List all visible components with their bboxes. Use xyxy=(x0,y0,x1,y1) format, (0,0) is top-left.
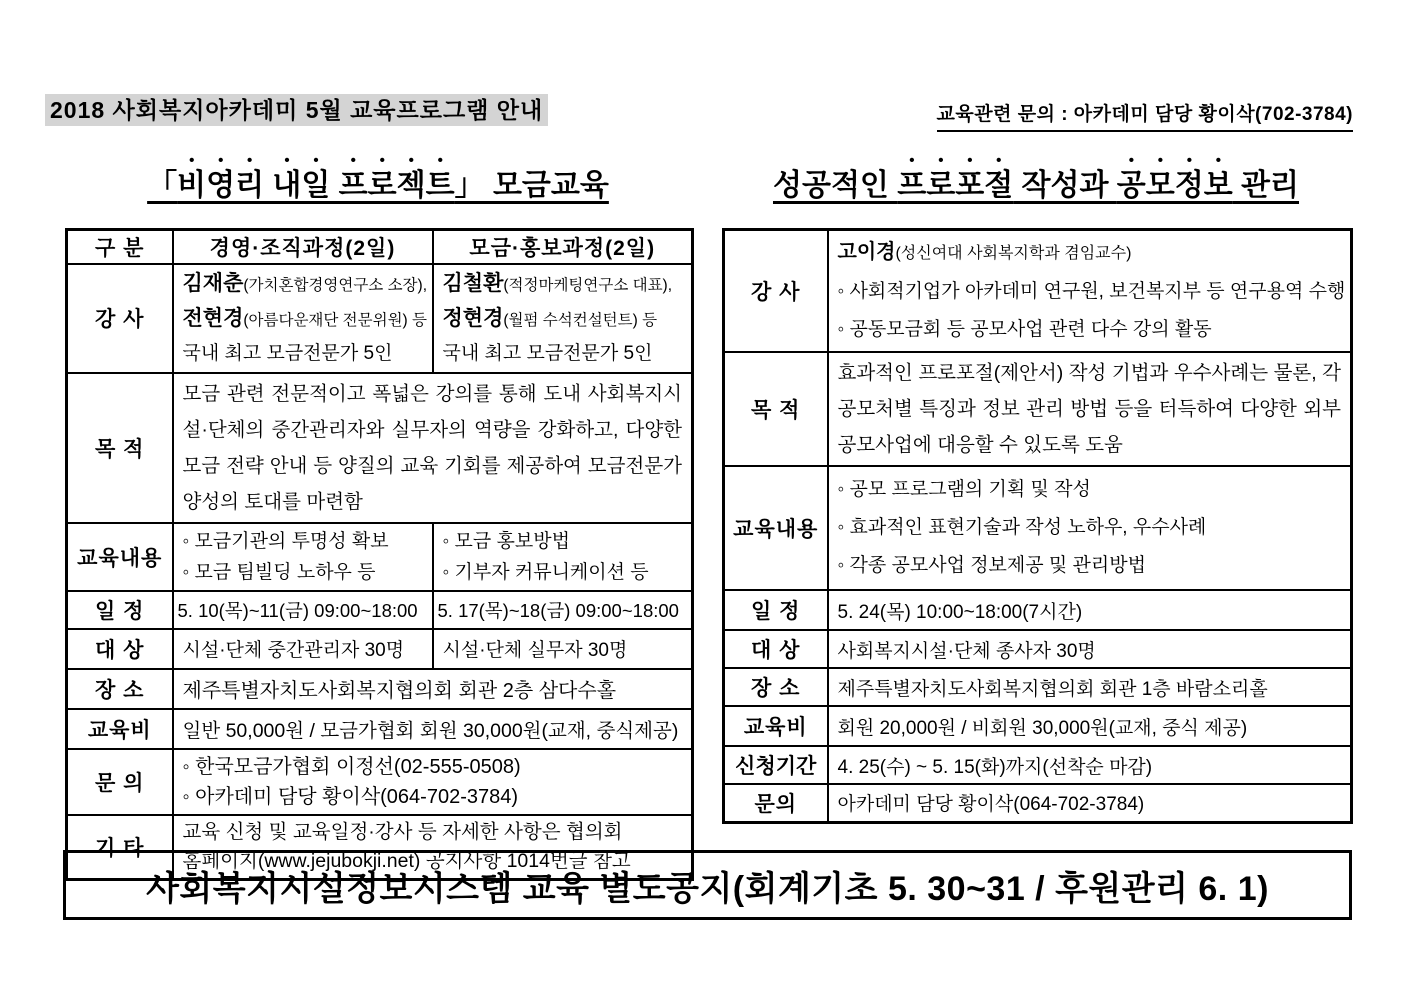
row-label-inquiry: 문 의 xyxy=(67,749,173,815)
instructor-line xyxy=(838,233,1342,273)
left-section-title xyxy=(65,152,691,212)
instructor-name: 고이경 xyxy=(837,241,896,263)
table-row xyxy=(67,264,693,373)
instructor-career-item: ◦ 사회적기업가 아카데미 연구원, 보건복지부 등 연구용역 수행 xyxy=(837,281,1346,302)
row-label-place: 장 소 xyxy=(67,669,173,709)
table-row xyxy=(67,629,693,669)
instructor-affiliation: (성신여대 사회복지학과 겸임교수) xyxy=(895,245,1132,262)
contents-cell xyxy=(828,466,1352,590)
inquiry-item: ◦ 아카데미 담당 황이삭(064-702-3784) xyxy=(182,785,519,808)
instructor-cell xyxy=(828,230,1352,353)
instructor-affiliation: (월펌 수석컨설턴트) 등 xyxy=(503,311,658,329)
row-label-schedule: 일 정 xyxy=(724,590,828,630)
document-header-contact: 교육관련 문의 : 아카데미 담당 황이삭(702-3784) xyxy=(937,99,1353,132)
row-label-target: 대 상 xyxy=(67,629,173,669)
schedule-course2: 5. 17(목)~18(금) 09:00~18:00 xyxy=(433,591,693,629)
instructor-career-item: ◦ 공동모금회 등 공모사업 관련 다수 강의 활동 xyxy=(837,319,1212,340)
etc-line: 홈페이지(www.jejubokji.net) 공지사항 1014번글 참고 xyxy=(182,849,631,872)
table-row xyxy=(67,591,693,629)
contents-item: ◦ 모금 팀빌딩 노하우 등 xyxy=(182,561,376,583)
table-row xyxy=(724,590,1352,630)
instructor-tail: 국내 최고 모금전문가 5인 xyxy=(182,342,393,364)
fee-cell: 회원 20,000원 / 비회원 30,000원(교재, 중식 제공) xyxy=(828,706,1352,746)
row-label-schedule: 일 정 xyxy=(67,591,173,629)
instructor-cell-course1 xyxy=(173,264,433,373)
instructor-line xyxy=(443,267,683,302)
table-row xyxy=(724,784,1352,822)
inquiry-cell: 아카데미 담당 황이삭(064-702-3784) xyxy=(828,784,1352,822)
document-title-highlighted: 2018 사회복지아카데미 5월 교육프로그램 안내 xyxy=(45,94,548,126)
instructor-affiliation: (적정마케팅연구소 대표), xyxy=(503,276,673,294)
table-row xyxy=(724,668,1352,706)
contents-item: ◦ 모금 홍보방법 xyxy=(442,530,570,552)
contents-item: ◦ 기부자 커뮤니케이션 등 xyxy=(442,561,649,583)
target-course2: 시설·단체 실무자 30명 xyxy=(433,629,693,669)
purpose-cell xyxy=(173,373,693,523)
place-cell: 제주특별자치도사회복지협의회 회관 1층 바람소리홀 xyxy=(828,668,1352,706)
row-label-gubun: 구 분 xyxy=(67,230,173,264)
inquiry-cell xyxy=(173,749,693,815)
instructor-cell-course2 xyxy=(433,264,693,373)
table-row xyxy=(724,352,1352,466)
contents-item: ◦ 효과적인 표현기술과 작성 노하우, 우수사례 xyxy=(837,517,1207,538)
table-row xyxy=(67,709,693,749)
row-label-contents: 교육내용 xyxy=(67,523,173,591)
left-program-table xyxy=(65,228,694,881)
table-row xyxy=(67,523,693,591)
table-row xyxy=(724,630,1352,668)
contents-item: ◦ 각종 공모사업 정보제공 및 관리방법 xyxy=(837,555,1146,576)
left-title-prefix: 「 xyxy=(147,169,178,202)
row-label-contents: 교육내용 xyxy=(724,466,828,590)
right-section-title-text xyxy=(773,169,1299,202)
instructor-affiliation: (아름다운재단 전문위원) 등 xyxy=(243,311,427,329)
course-column-header-2: 모금·홍보과정(2일) xyxy=(433,230,693,264)
instructor-name: 정현경 xyxy=(442,306,504,330)
right-section-title xyxy=(722,152,1350,212)
right-title-emphasized-2: 공모정보 xyxy=(1116,169,1233,202)
contents-cell-course1 xyxy=(173,523,433,591)
instructor-name: 김재춘 xyxy=(182,271,244,295)
contents-item: ◦ 모금기관의 투명성 확보 xyxy=(182,530,389,552)
table-row xyxy=(67,230,693,264)
table-row xyxy=(724,230,1352,353)
row-label-purpose: 목 적 xyxy=(724,352,828,466)
table-row xyxy=(724,746,1352,784)
bottom-notice-banner xyxy=(63,850,1352,920)
course-column-header-1: 경영·조직과정(2일) xyxy=(173,230,433,264)
right-title-emphasized-1: 프로포절 xyxy=(897,169,1014,202)
right-title-part3: 관리 xyxy=(1232,169,1300,202)
schedule-course1: 5. 10(목)~11(금) 09:00~18:00 xyxy=(173,591,433,629)
contents-cell-course2 xyxy=(433,523,693,591)
document-header-left xyxy=(45,92,548,125)
purpose-cell xyxy=(828,352,1352,466)
table-row xyxy=(67,373,693,523)
row-label-etc: 기 타 xyxy=(67,815,173,880)
instructor-line xyxy=(182,267,427,302)
table-row xyxy=(67,669,693,709)
row-label-purpose: 목 적 xyxy=(67,373,173,523)
row-label-instructor: 강 사 xyxy=(67,264,173,373)
row-label-fee: 교육비 xyxy=(67,709,173,749)
instructor-tail: 국내 최고 모금전문가 5인 xyxy=(442,342,653,364)
row-label-target: 대 상 xyxy=(724,630,828,668)
etc-line: 교육 신청 및 교육일정·강사 등 자세한 사항은 협의회 xyxy=(182,820,623,843)
instructor-line xyxy=(182,302,427,337)
right-title-part1: 성공적인 xyxy=(772,169,898,202)
right-program-table xyxy=(722,228,1353,824)
schedule-cell: 5. 24(목) 10:00~18:00(7시간) xyxy=(828,590,1352,630)
target-course1: 시설·단체 중간관리자 30명 xyxy=(173,629,433,669)
row-label-fee: 교육비 xyxy=(724,706,828,746)
instructor-name: 김철환 xyxy=(442,271,504,295)
purpose-text: 모금 관련 전문적이고 폭넓은 강의를 통해 도내 사회복지시설·단체의 중간관리자와 실무자의 역량을 강화하고, 다양한 모금 전략 안내 등 양질의 교육 기회를 제공하여 모금전문가 양성의 토대를 마련함 xyxy=(182,382,682,513)
period-cell: 4. 25(수) ~ 5. 15(화)까지(선착순 마감) xyxy=(828,746,1352,784)
target-cell: 사회복지시설·단체 종사자 30명 xyxy=(828,630,1352,668)
left-section-title-text xyxy=(147,169,609,202)
row-label-place: 장 소 xyxy=(724,668,828,706)
table-row xyxy=(67,749,693,815)
contents-item: ◦ 공모 프로그램의 기획 및 작성 xyxy=(837,479,1091,500)
instructor-affiliation: (가치혼합경영연구소 소장), xyxy=(243,276,427,294)
row-label-inquiry: 문의 xyxy=(724,784,828,822)
table-row xyxy=(724,706,1352,746)
place-cell: 제주특별자치도사회복지협의회 회관 2층 삼다수홀 xyxy=(173,669,693,709)
instructor-name: 전현경 xyxy=(182,306,244,330)
table-row xyxy=(724,466,1352,590)
left-title-suffix: 」 모금교육 xyxy=(454,169,609,202)
instructor-line xyxy=(443,302,683,337)
purpose-text: 효과적인 프로포절(제안서) 작성 기법과 우수사례는 물론, 각 공모처별 특징과 정보 관리 방법 등을 터득하여 다양한 외부 공모사업에 대응할 수 있도록 도움 xyxy=(837,362,1341,456)
fee-cell: 일반 50,000원 / 모금가협회 회원 30,000원(교재, 중식제공) xyxy=(173,709,693,749)
right-title-part2: 작성과 xyxy=(1013,169,1117,202)
inquiry-item: ◦ 한국모금가협회 이정선(02-555-0508) xyxy=(182,755,521,778)
left-title-emphasized: 비영리 내일 프로젝트 xyxy=(177,169,455,202)
row-label-instructor: 강 사 xyxy=(724,230,828,353)
bottom-notice-text: 사회복지시설정보시스템 교육 별도공지(회계기초 5. 30~31 / 후원관리 6. 1) xyxy=(146,869,1269,908)
row-label-period: 신청기간 xyxy=(724,746,828,784)
